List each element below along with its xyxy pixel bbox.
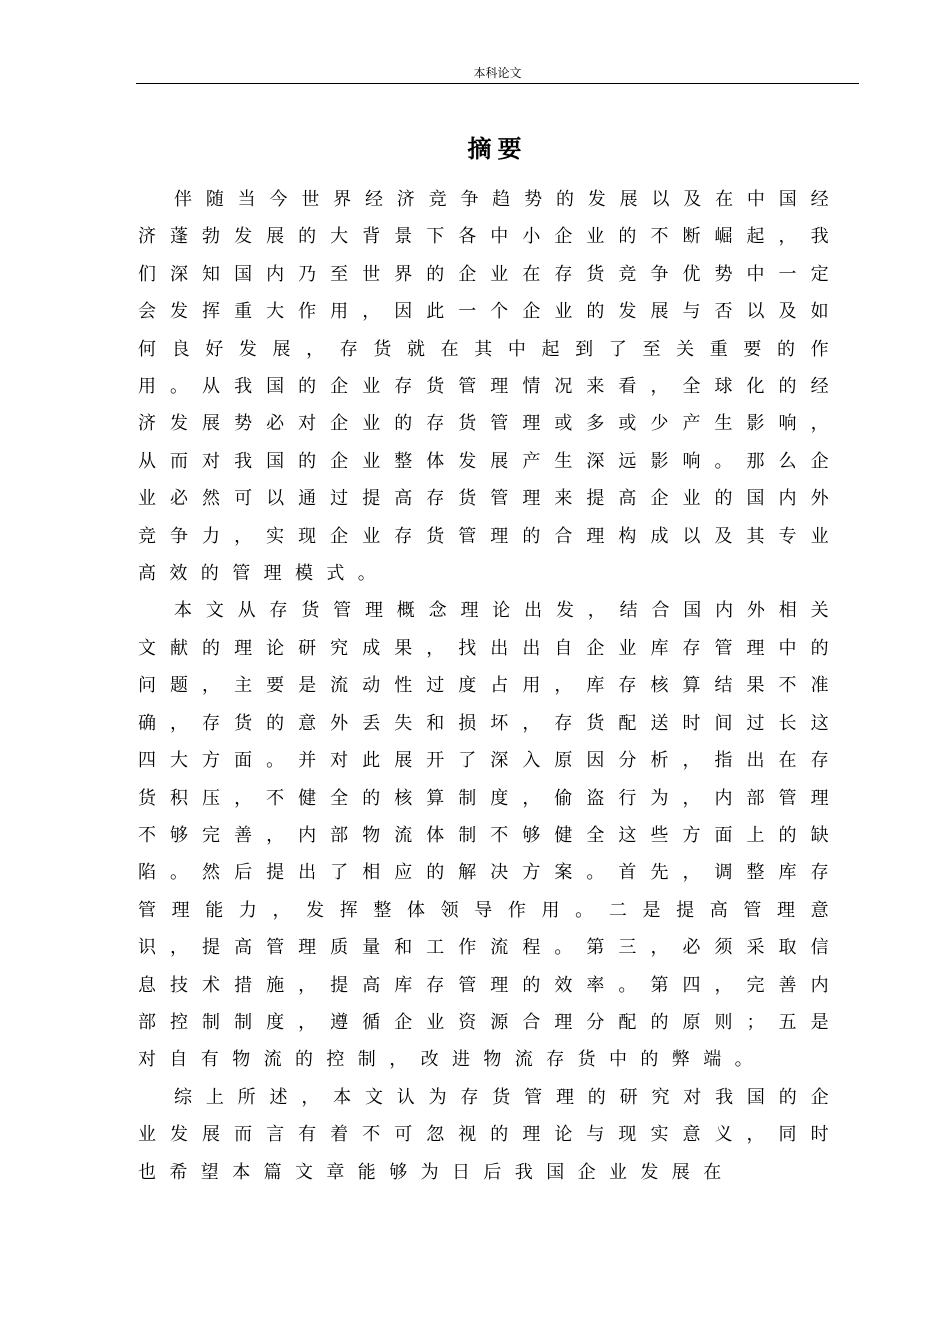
abstract-body [138, 181, 842, 1191]
header-rule [136, 83, 859, 84]
abstract-paragraph-1: 伴随当今世界经济竞争趋势的发展以及在中国经济蓬勃发展的大背景下各中小企业的不断崛起，我们深知国内乃至世界的企业在存货竞争优势中一定会发挥重大作用，因此一个企业的发展与否以及如何良好发展，存货就在其中起到了至关重要的作用。从我国的企业存货管理情况来看，全球化的经济发展势必对企业的存货管理或多或少产生影响，从而对我国的企业整体发展产生深远影响。那么企业必然可以通过提高存货管理来提高企业的国内外竞争力，实现企业存货管理的合理构成以及其专业高效的管理模式。 [138, 189, 842, 585]
abstract-paragraph-2: 本文从存货管理概念理论出发，结合国内外相关文献的理论研究成果，找出出自企业库存管理中的问题，主要是流动性过度占用，库存核算结果不准确，存货的意外丢失和损坏，存货配送时间过长这四大方面。并对此展开了深入原因分析，指出在存货积压，不健全的核算制度，偷盗行为，内部管理不够完善，内部物流体制不够健全这些方面上的缺陷。然后提出了相应的解决方案。首先，调整库存管理能力，发挥整体领导作用。二是提高管理意识，提高管理质量和工作流程。第三，必须采取信息技术措施，提高库存管理的效率。第四，完善内部控制制度，遵循企业资源合理分配的原则；五是对自有物流的控制，改进物流存货中的弊端。 [138, 600, 842, 1071]
abstract-paragraph-3: 综上所述，本文认为存货管理的研究对我国的企业发展而言有着不可忽视的理论与现实意义，同时也希望本篇文章能够为日后我国企业发展在 [138, 1086, 842, 1183]
abstract-title: 摘要 [467, 135, 528, 163]
running-header: 本科论文 [473, 66, 522, 80]
